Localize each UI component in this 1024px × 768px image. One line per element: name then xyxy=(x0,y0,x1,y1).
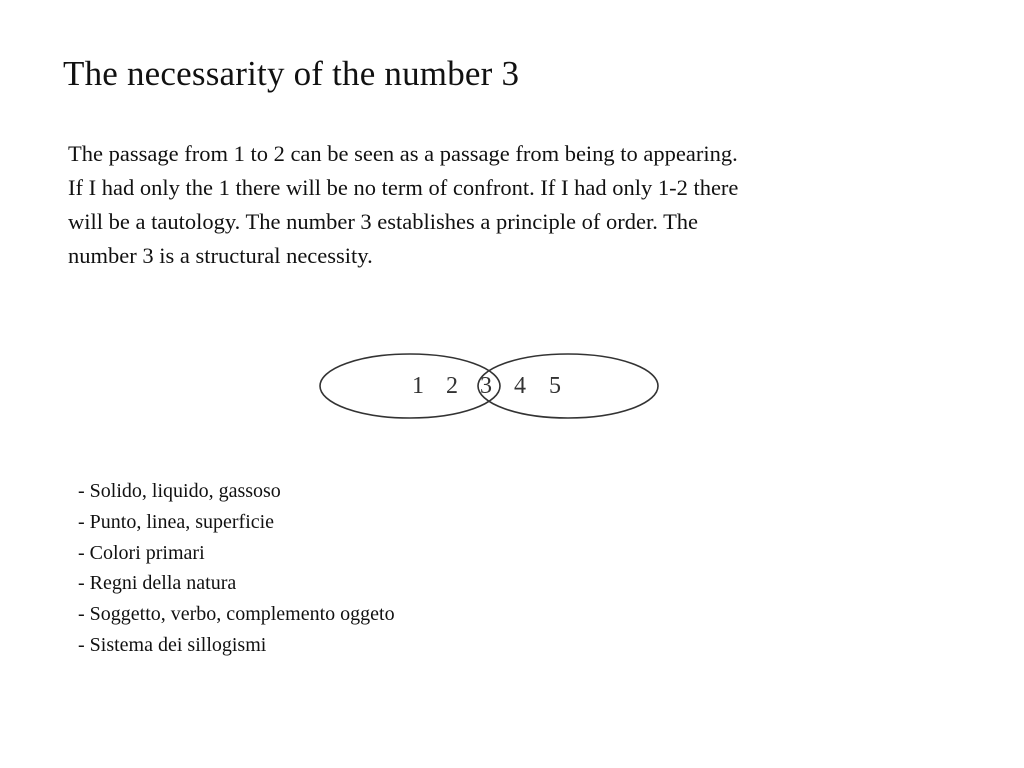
venn-number-4: 4 xyxy=(514,373,526,399)
paragraph-line: If I had only the 1 there will be no term of confront. If I had only 1-2 there xyxy=(68,175,739,200)
list-item: - Soggetto, verbo, complemento oggeto xyxy=(78,603,395,626)
paragraph-line: will be a tautology. The number 3 establishes a principle of order. The xyxy=(68,209,699,234)
venn-number-2: 2 xyxy=(446,373,458,399)
list-item: - Colori primari xyxy=(78,541,205,564)
venn-number-5: 5 xyxy=(549,373,561,399)
venn-right-ellipse xyxy=(478,354,658,418)
venn-left-ellipse xyxy=(320,354,500,418)
list-item: - Regni della natura xyxy=(78,572,237,595)
paragraph-line: number 3 is a structural necessity. xyxy=(68,243,373,268)
venn-number-3: 3 xyxy=(480,373,492,399)
venn-number-1: 1 xyxy=(412,373,424,399)
examples-list xyxy=(78,476,395,661)
list-item: - Solido, liquido, gassoso xyxy=(78,480,281,502)
list-item: - Punto, linea, superficie xyxy=(78,510,275,533)
list-item: - Sistema dei sillogismi xyxy=(78,633,267,656)
slide-title: The necessarity of the number 3 xyxy=(63,54,520,93)
paragraph-line: The passage from 1 to 2 can be seen as a passage from being to appearing. xyxy=(68,141,738,166)
body-paragraph xyxy=(68,137,988,273)
venn-diagram xyxy=(310,345,660,427)
